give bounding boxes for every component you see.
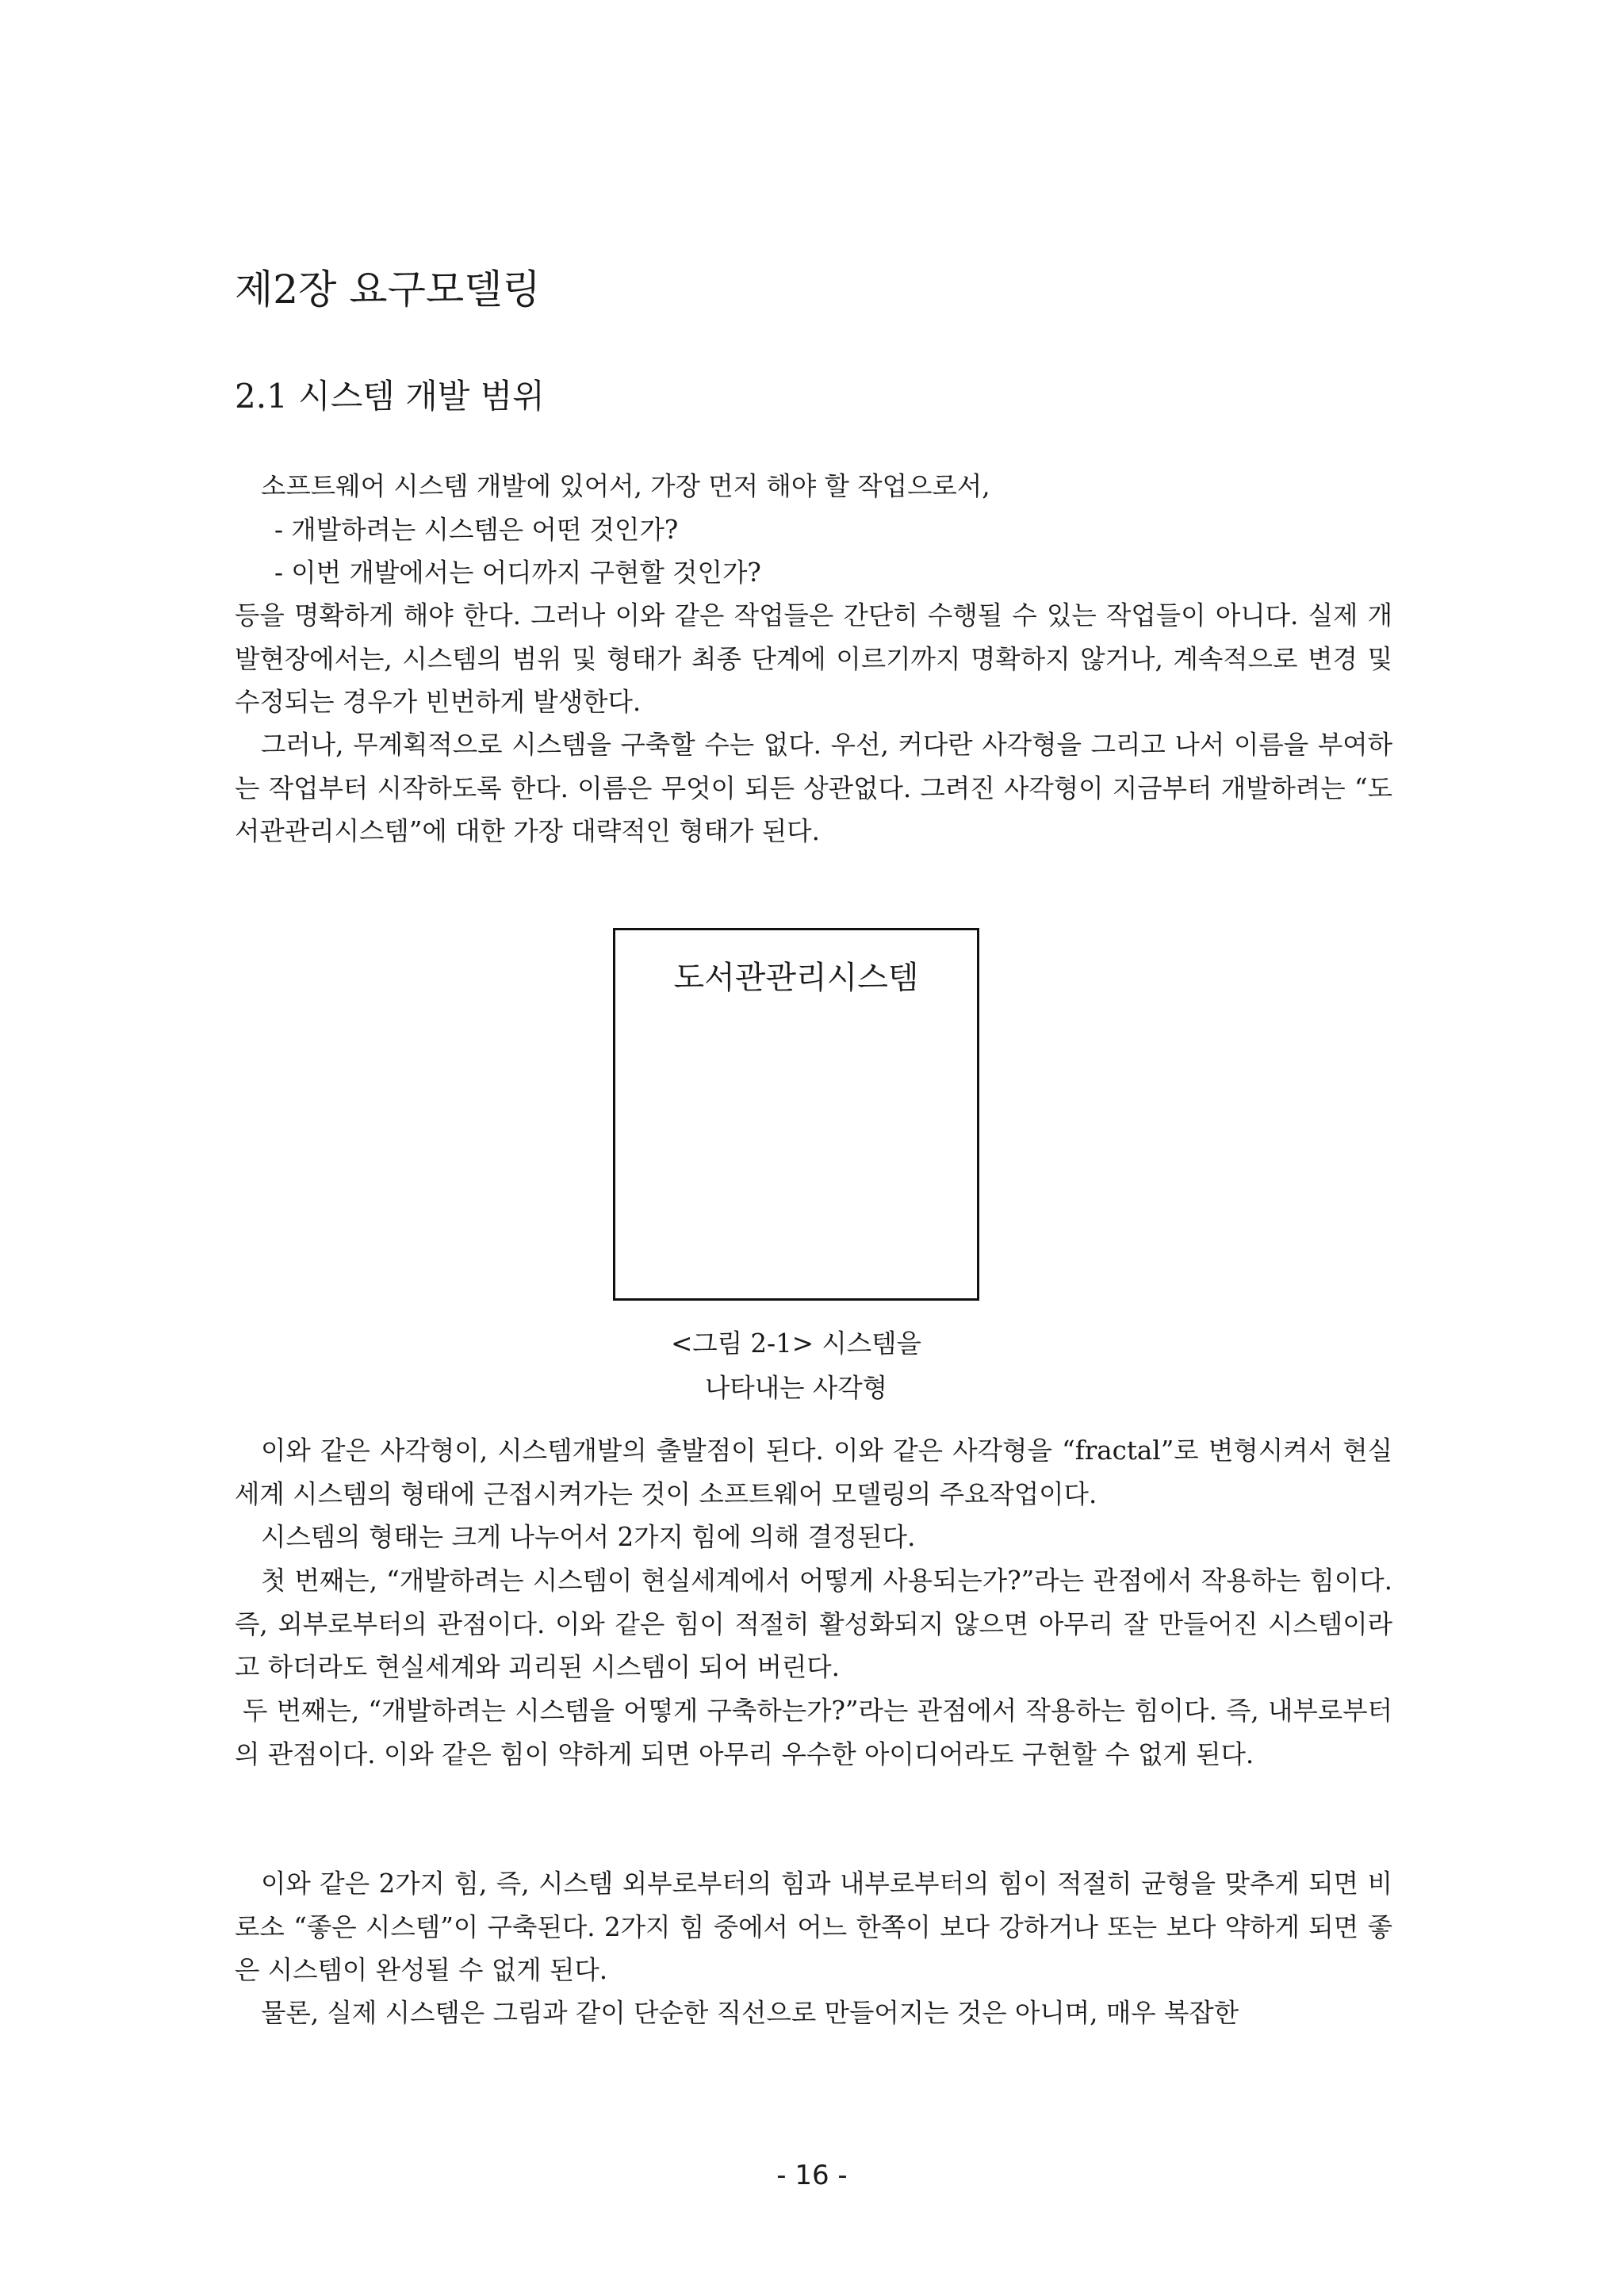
body-paragraph: 물론, 실제 시스템은 그림과 같이 단순한 직선으로 만들어지는 것은 아니며, 매우 복잡한	[261, 1998, 1239, 2028]
intro-lead: 소프트웨어 시스템 개발에 있어서, 가장 먼저 해야 할 작업으로서,	[261, 471, 990, 501]
figure-caption	[558, 1321, 1034, 1410]
section-title: 2.1 시스템 개발 범위	[235, 377, 545, 416]
body-paragraph: 이와 같은 2가지 힘, 즉, 시스템 외부로부터의 힘과 내부로부터의 힘이 적절히 균형을 맞추게 되면 비로소 “좋은 시스템”이 구축된다. 2가지 힘 중에서 어느 한쪽이 보다 강하거나 또는 보다 약하게 되면 좋은 시스템이 완성될 수 없게 된다.	[235, 1869, 1392, 1985]
figure-box-label: 도서관관리시스템	[673, 960, 919, 996]
body-paragraph: 등을 명확하게 해야 한다. 그러나 이와 같은 작업들은 간단히 수행될 수 있는 작업들이 아니다. 실제 개발현장에서는, 시스템의 범위 및 형태가 최종 단계에 이르기까지 명확하지 않거나, 계속적으로 변경 및 수정되는 경우가 빈번하게 발생한다.	[235, 600, 1392, 717]
system-boundary-figure	[613, 928, 979, 1301]
intro-list-item: - 이번 개발에서는 어디까지 구현할 것인가?	[274, 558, 761, 588]
body-paragraph: 시스템의 형태는 크게 나누어서 2가지 힘에 의해 결정된다.	[261, 1522, 916, 1552]
figure-caption-line: <그림 2-1> 시스템을	[671, 1328, 921, 1359]
body-paragraph: 그러나, 무계획적으로 시스템을 구축할 수는 없다. 우선, 커다란 사각형을 그리고 나서 이름을 부여하는 작업부터 시작하도록 한다. 이름은 무엇이 되든 상관없다. 그려진 사각형이 지금부터 개발하려는 “도서관관리시스템”에 대한 가장 대략적인 형태가 된다.	[235, 730, 1392, 846]
chapter-title: 제2장 요구모델링	[235, 266, 541, 312]
page-number: - 16 -	[776, 2160, 848, 2191]
body-paragraph: 두 번째는, “개발하려는 시스템을 어떻게 구축하는가?”라는 관점에서 작용하는 힘이다. 즉, 내부로부터의 관점이다. 이와 같은 힘이 약하게 되면 아무리 우수한 아이디어라도 구현할 수 없게 된다.	[235, 1696, 1392, 1769]
body-paragraph: 이와 같은 사각형이, 시스템개발의 출발점이 된다. 이와 같은 사각형을 “fractal”로 변형시켜서 현실세계 시스템의 형태에 근접시켜가는 것이 소프트웨어 모델링의 주요작업이다.	[235, 1435, 1392, 1509]
body-paragraph: 첫 번째는, “개발하려는 시스템이 현실세계에서 어떻게 사용되는가?”라는 관점에서 작용하는 힘이다. 즉, 외부로부터의 관점이다. 이와 같은 힘이 적절히 활성화되지 않으면 아무리 잘 만들어진 시스템이라고 하더라도 현실세계와 괴리된 시스템이 되어 버린다.	[235, 1566, 1392, 1682]
intro-block	[235, 465, 1392, 595]
figure-caption-line: 나타내는 사각형	[704, 1373, 888, 1403]
intro-list-item: - 개발하려는 시스템은 어떤 것인가?	[274, 514, 679, 545]
